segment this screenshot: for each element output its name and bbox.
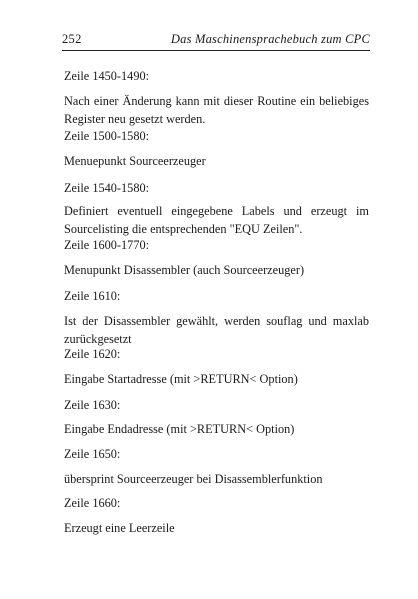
paragraph-1630: Eingabe Endadresse (mit >RETURN< Option) [64,422,295,436]
section-heading-1660: Zeile 1660: [64,496,121,510]
paragraph-1540 [64,203,369,238]
section-heading-1620: Zeile 1620: [64,347,121,361]
section-heading-1600: Zeile 1600-1770: [64,238,150,252]
paragraph-line: Register neu gesetzt werden. [64,111,206,126]
paragraph-1620: Eingabe Startadresse (mit >RETURN< Option) [64,372,298,386]
section-heading-1650: Zeile 1650: [64,447,121,461]
paragraph-line: Ist der Disassembler gewählt, werden souflag und maxlab [64,314,369,328]
running-title: Das Maschinensprachebuch zum CPC [170,32,370,46]
page-number: 252 [62,32,82,46]
paragraph-1660: Erzeugt eine Leerzeile [64,521,175,535]
paragraph-1600: Menupunkt Disassembler (auch Sourceerzeuger) [64,263,305,277]
paragraph-1500: Menuepunkt Sourceerzeuger [64,154,206,168]
paragraph-line: Definiert eventuell eingegebene Labels und erzeugt im [64,204,369,218]
page-header [62,30,370,51]
section-heading-1500: Zeile 1500-1580: [64,129,150,143]
paragraph-1610 [64,313,369,348]
paragraph-1650: übersprint Sourceerzeuger bei Disassemblerfunktion [64,472,323,486]
section-heading-1630: Zeile 1630: [64,398,121,412]
paragraph-line: Nach einer Änderung kann mit dieser Routine ein beliebiges [64,94,369,108]
section-heading-1610: Zeile 1610: [64,289,121,303]
paragraph-1450 [64,93,369,128]
section-heading-1540: Zeile 1540-1580: [64,181,150,195]
section-heading-1450: Zeile 1450-1490: [64,69,150,83]
paragraph-line: Sourcelisting die entsprechenden "EQU Zeilen". [64,221,303,236]
paragraph-line: zurückgesetzt [64,331,132,346]
